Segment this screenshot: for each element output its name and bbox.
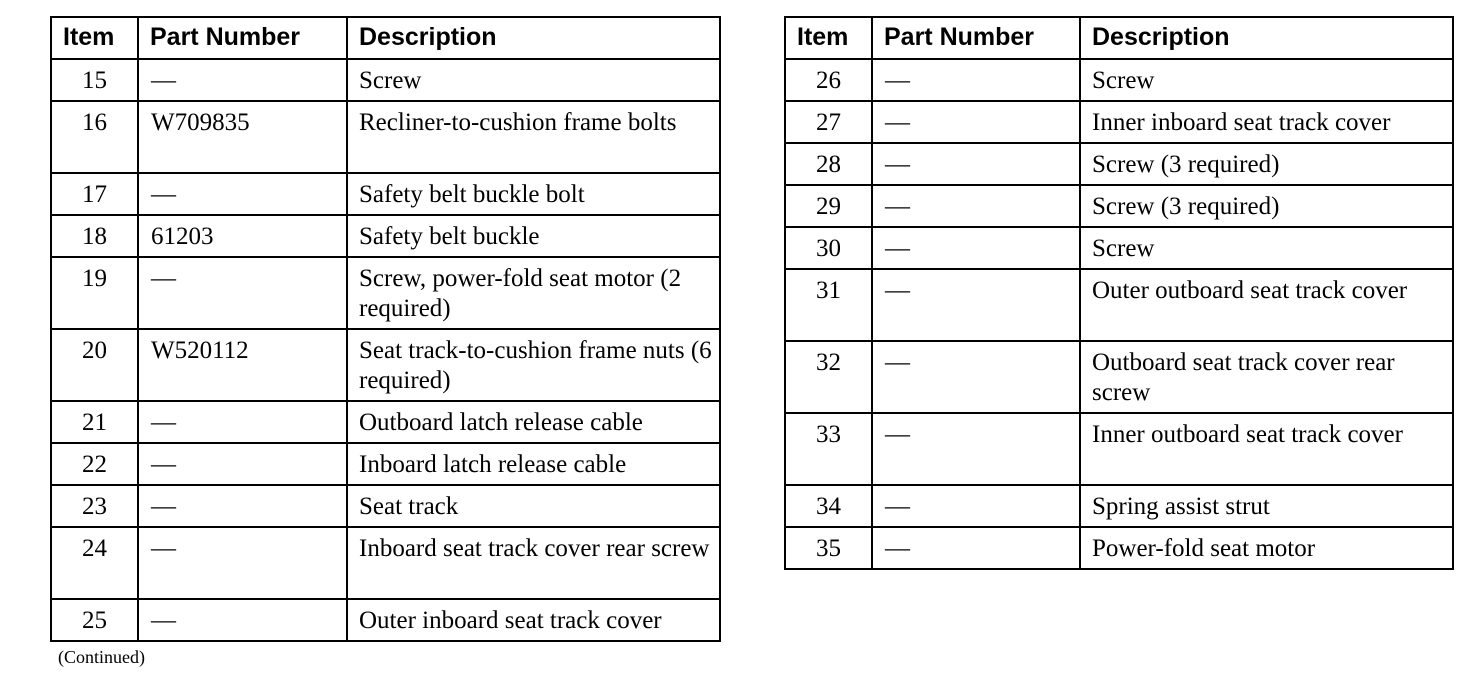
part-number-cell: —: [872, 101, 1080, 143]
part-number-cell: W520112: [138, 329, 347, 401]
part-number-cell: —: [872, 185, 1080, 227]
item-cell: 29: [785, 185, 872, 227]
table-row: [51, 485, 720, 527]
header-row: [785, 17, 1453, 59]
table-row: [51, 401, 720, 443]
table-row: [785, 413, 1453, 485]
table-row: [785, 227, 1453, 269]
part-number-cell: —: [872, 485, 1080, 527]
table-row: [51, 599, 720, 641]
table-row: [51, 173, 720, 215]
item-cell: 28: [785, 143, 872, 185]
part-number-cell: W709835: [138, 101, 347, 173]
header-row: [51, 17, 720, 59]
item-cell: 34: [785, 485, 872, 527]
item-cell: 17: [51, 173, 138, 215]
part-number-cell: —: [138, 485, 347, 527]
table-row: [51, 257, 720, 329]
item-cell: 32: [785, 341, 872, 413]
item-cell: 25: [51, 599, 138, 641]
header-part-number: Part Number: [138, 17, 347, 59]
description-cell: Power-fold seat motor: [1080, 527, 1453, 569]
part-number-cell: —: [872, 413, 1080, 485]
item-cell: 16: [51, 101, 138, 173]
table-row: [51, 443, 720, 485]
item-cell: 23: [51, 485, 138, 527]
item-cell: 15: [51, 59, 138, 101]
table-row: [51, 527, 720, 599]
description-cell: Seat track-to-cushion frame nuts (6 required): [347, 329, 720, 401]
description-cell: Inboard latch release cable: [347, 443, 720, 485]
part-number-cell: —: [138, 257, 347, 329]
item-cell: 18: [51, 215, 138, 257]
description-cell: Inner outboard seat track cover: [1080, 413, 1453, 485]
description-cell: Screw: [347, 59, 720, 101]
description-cell: Outboard latch release cable: [347, 401, 720, 443]
description-cell: Safety belt buckle: [347, 215, 720, 257]
table-row: [785, 59, 1453, 101]
description-cell: Screw: [1080, 227, 1453, 269]
description-cell: Screw (3 required): [1080, 185, 1453, 227]
part-number-cell: —: [138, 401, 347, 443]
item-cell: 22: [51, 443, 138, 485]
item-cell: 21: [51, 401, 138, 443]
header-description: Description: [347, 17, 720, 59]
table-row: [51, 329, 720, 401]
part-number-cell: —: [138, 599, 347, 641]
table-row: [51, 101, 720, 173]
item-cell: 19: [51, 257, 138, 329]
table-row: [785, 527, 1453, 569]
description-cell: Inboard seat track cover rear screw: [347, 527, 720, 599]
header-part-number: Part Number: [872, 17, 1080, 59]
parts-table-left: [50, 16, 721, 642]
item-cell: 24: [51, 527, 138, 599]
part-number-cell: 61203: [138, 215, 347, 257]
part-number-cell: —: [138, 59, 347, 101]
table-row: [785, 341, 1453, 413]
table-row: [51, 215, 720, 257]
item-cell: 27: [785, 101, 872, 143]
description-cell: Safety belt buckle bolt: [347, 173, 720, 215]
part-number-cell: —: [872, 227, 1080, 269]
table-row: [785, 185, 1453, 227]
description-cell: Outer outboard seat track cover: [1080, 269, 1453, 341]
table-row: [785, 143, 1453, 185]
part-number-cell: —: [872, 269, 1080, 341]
description-cell: Screw, power-fold seat motor (2 required): [347, 257, 720, 329]
description-cell: Outboard seat track cover rear screw: [1080, 341, 1453, 413]
description-cell: Inner inboard seat track cover: [1080, 101, 1453, 143]
item-cell: 35: [785, 527, 872, 569]
item-cell: 30: [785, 227, 872, 269]
header-item: Item: [785, 17, 872, 59]
part-number-cell: —: [872, 341, 1080, 413]
table-row: [785, 101, 1453, 143]
header-item: Item: [51, 17, 138, 59]
part-number-cell: —: [138, 443, 347, 485]
item-cell: 31: [785, 269, 872, 341]
description-cell: Screw: [1080, 59, 1453, 101]
table-row: [785, 485, 1453, 527]
part-number-cell: —: [138, 173, 347, 215]
item-cell: 26: [785, 59, 872, 101]
part-number-cell: —: [138, 527, 347, 599]
part-number-cell: —: [872, 527, 1080, 569]
part-number-cell: —: [872, 59, 1080, 101]
description-cell: Outer inboard seat track cover: [347, 599, 720, 641]
description-cell: Seat track: [347, 485, 720, 527]
parts-table-right: [784, 16, 1454, 570]
header-description: Description: [1080, 17, 1453, 59]
item-cell: 33: [785, 413, 872, 485]
description-cell: Spring assist strut: [1080, 485, 1453, 527]
table-row: [785, 269, 1453, 341]
part-number-cell: —: [872, 143, 1080, 185]
continued-note: (Continued): [58, 647, 145, 667]
description-cell: Recliner-to-cushion frame bolts: [347, 101, 720, 173]
table-row: [51, 59, 720, 101]
item-cell: 20: [51, 329, 138, 401]
description-cell: Screw (3 required): [1080, 143, 1453, 185]
